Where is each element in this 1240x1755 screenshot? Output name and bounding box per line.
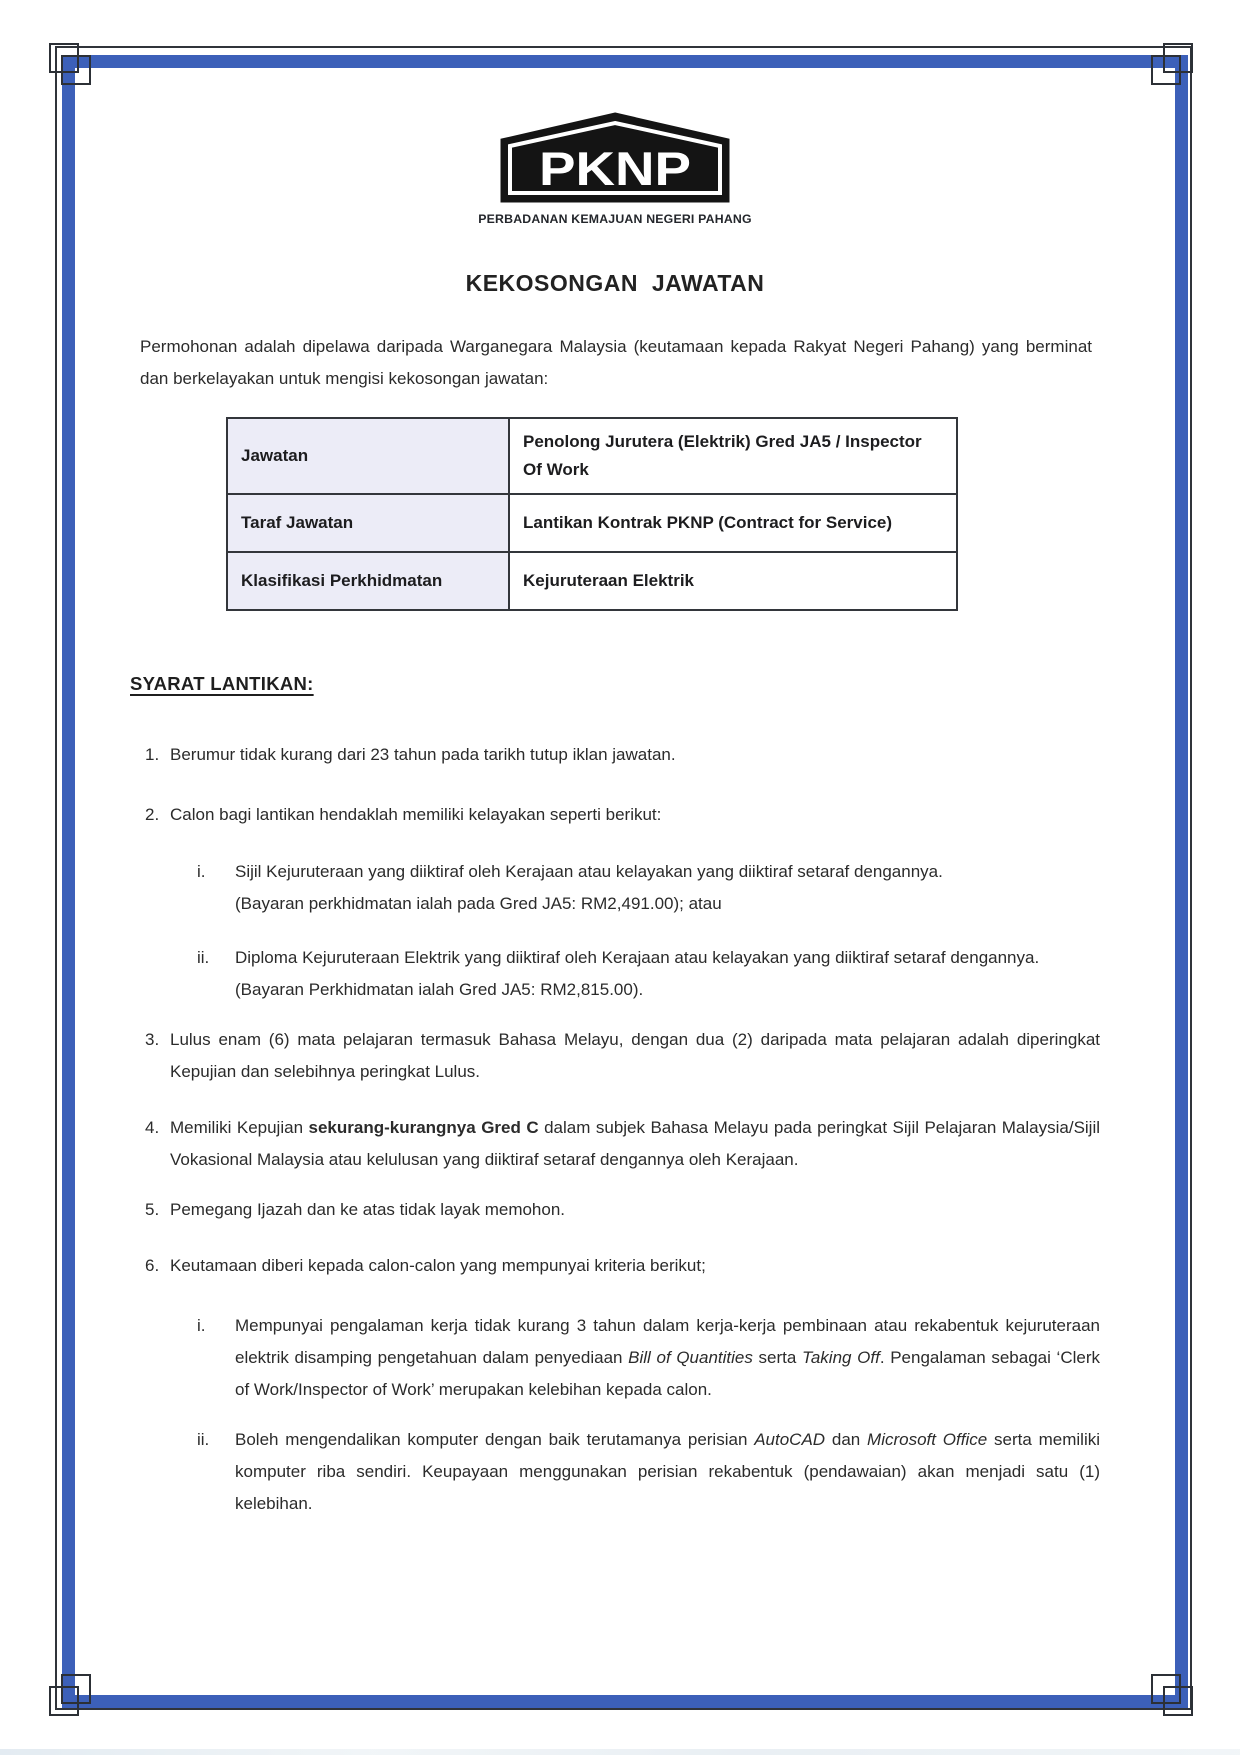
logo-block bbox=[130, 0, 1100, 226]
pknp-logo bbox=[499, 112, 731, 204]
requirement-marker: 4. bbox=[145, 1118, 160, 1137]
requirement-marker: 5. bbox=[145, 1200, 160, 1219]
job-table-value: Penolong Jurutera (Elektrik) Gred JA5 / Inspector Of Work bbox=[509, 418, 957, 494]
sub-requirement-item bbox=[197, 942, 1100, 1006]
job-details-table bbox=[226, 417, 958, 611]
requirement-item bbox=[130, 799, 1100, 831]
requirement-text: Berumur tidak kurang dari 23 tahun pada tarikh tutup iklan jawatan. bbox=[170, 745, 676, 764]
requirement-text: Memiliki Kepujian sekurang-kurangnya Gred C dalam subjek Bahasa Melayu pada peringkat Sijil Pelajaran Malaysia/Sijil Vokasional Malaysia atau kelulusan yang diiktiraf setaraf dengannya oleh Kerajaan. bbox=[170, 1118, 1101, 1169]
job-table-label: Klasifikasi Perkhidmatan bbox=[227, 552, 509, 610]
requirement-text: Pemegang Ijazah dan ke atas tidak layak memohon. bbox=[170, 1200, 566, 1219]
requirement-text: Keutamaan diberi kepada calon-calon yang mempunyai kriteria berikut; bbox=[170, 1256, 706, 1275]
requirement-marker: 6. bbox=[145, 1256, 160, 1275]
sub-requirement-marker: ii. bbox=[197, 948, 210, 967]
corner-square bbox=[1151, 55, 1181, 85]
job-table-value: Kejuruteraan Elektrik bbox=[509, 552, 957, 610]
requirement-item bbox=[130, 1250, 1100, 1282]
requirement-marker: 2. bbox=[145, 805, 160, 824]
sub-requirements-list bbox=[130, 1310, 1100, 1520]
sub-requirement-item bbox=[197, 1310, 1100, 1406]
job-table-row bbox=[227, 494, 957, 552]
sub-requirement-item bbox=[197, 856, 1100, 920]
requirement-item bbox=[130, 1194, 1100, 1226]
requirement-marker: 1. bbox=[145, 745, 160, 764]
job-table-label: Jawatan bbox=[227, 418, 509, 494]
sub-requirement-text: Boleh mengendalikan komputer dengan baik terutamanya perisian AutoCAD dan Microsoft Office serta memiliki komputer riba sendiri. Keupayaan menggunakan perisian rekabentuk (pendawaian) akan menjadi satu (1) kelebihan. bbox=[235, 1430, 1100, 1513]
job-table-value: Lantikan Kontrak PKNP (Contract for Service) bbox=[509, 494, 957, 552]
requirement-text: Calon bagi lantikan hendaklah memiliki kelayakan seperti berikut: bbox=[170, 805, 662, 824]
sub-requirement-text: Mempunyai pengalaman kerja tidak kurang 3 tahun dalam kerja-kerja pembinaan atau rekabentuk kejuruteraan elektrik disamping pengetahuan dalam penyediaan Bill of Quantities serta Taking Off. Pengalaman sebagai ‘Clerk of Work/Inspector of Work’ merupakan kelebihan kepada calon. bbox=[235, 1316, 1101, 1399]
requirement-item bbox=[130, 739, 1100, 771]
corner-square bbox=[1151, 1674, 1181, 1704]
intro-paragraph: Permohonan adalah dipelawa daripada Warganegara Malaysia (keutamaan kepada Rakyat Negeri Pahang) yang berminat dan berkelayakan untuk mengisi kekosongan jawatan: bbox=[140, 337, 1092, 388]
section-heading: SYARAT LANTIKAN: bbox=[130, 673, 314, 694]
requirement-text: Lulus enam (6) mata pelajaran termasuk Bahasa Melayu, dengan dua (2) daripada mata pelajaran adalah diperingkat Kepujian dan selebihnya peringkat Lulus. bbox=[170, 1030, 1100, 1081]
requirement-marker: 3. bbox=[145, 1030, 160, 1049]
corner-square bbox=[61, 1674, 91, 1704]
document-title: KEKOSONGAN JAWATAN bbox=[465, 270, 765, 296]
requirement-item bbox=[130, 1112, 1100, 1176]
sub-requirements-list bbox=[130, 856, 1100, 1006]
sub-requirement-marker: i. bbox=[197, 862, 206, 881]
sub-requirement-text: Sijil Kejuruteraan yang diiktiraf oleh Kerajaan atau kelayakan yang diiktiraf setaraf dengannya. (Bayaran perkhidmatan ialah pada Gred JA5: RM2,491.00); atau bbox=[235, 862, 943, 913]
job-table-label: Taraf Jawatan bbox=[227, 494, 509, 552]
job-table-row bbox=[227, 418, 957, 494]
logo-acronym: PKNP bbox=[539, 142, 691, 195]
logo-organization: PERBADANAN KEMAJUAN NEGERI PAHANG bbox=[478, 212, 752, 226]
sub-requirement-marker: ii. bbox=[197, 1430, 210, 1449]
corner-square bbox=[61, 55, 91, 85]
sub-requirement-text: Diploma Kejuruteraan Elektrik yang diiktiraf oleh Kerajaan atau kelayakan yang diiktiraf setaraf dengannya. (Bayaran Perkhidmatan ialah Gred JA5: RM2,815.00). bbox=[235, 948, 1040, 999]
sub-requirement-marker: i. bbox=[197, 1316, 206, 1335]
job-table-row bbox=[227, 552, 957, 610]
document-content bbox=[130, 0, 1100, 1520]
sub-requirement-item bbox=[197, 1424, 1100, 1520]
requirements-list bbox=[130, 739, 1100, 1520]
requirement-item bbox=[130, 1024, 1100, 1088]
scan-artifact-strip bbox=[0, 1749, 1240, 1755]
